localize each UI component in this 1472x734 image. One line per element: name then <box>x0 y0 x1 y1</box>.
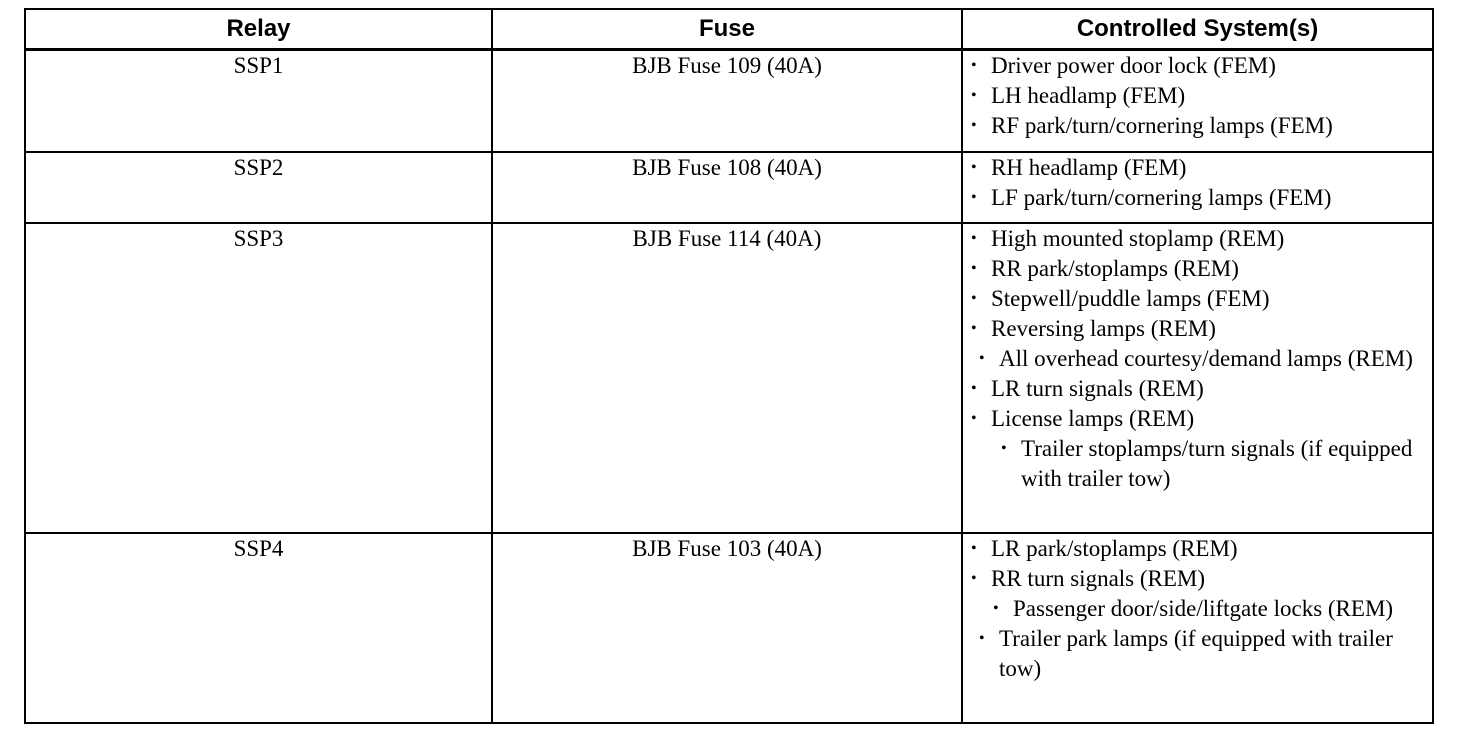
table-row <box>25 533 1433 723</box>
header-relay: Relay <box>25 9 492 50</box>
relay-cell: SSP1 <box>25 50 492 152</box>
list-item: • Trailer park lamps (if equipped with trailer tow) <box>979 625 1393 681</box>
relay-fuse-table <box>24 8 1434 724</box>
relay-cell: SSP3 <box>25 223 492 533</box>
list-item: • RR park/stoplamps (REM) <box>963 254 1432 284</box>
systems-cell <box>962 223 1433 533</box>
bullet-icon: • <box>979 349 985 367</box>
bullet-icon: • <box>971 87 977 104</box>
header-row <box>25 9 1433 50</box>
bullet-icon: • <box>971 289 977 307</box>
header-fuse: Fuse <box>492 9 962 50</box>
systems-cell <box>962 50 1433 152</box>
bullet-icon: • <box>971 319 977 337</box>
list-item: • Trailer stoplamps/turn signals (if equipped with trailer tow) <box>1001 435 1413 491</box>
list-item: • All overhead courtesy/demand lamps (REM) <box>963 344 1432 374</box>
fuse-cell: BJB Fuse 109 (40A) <box>492 50 962 152</box>
relay-cell: SSP4 <box>25 533 492 723</box>
list-item: • Passenger door/side/liftgate locks (REM) <box>963 594 1432 624</box>
bullet-icon: • <box>971 259 977 277</box>
list-item: • RR turn signals (REM) <box>963 564 1432 594</box>
list-item: • Reversing lamps (REM) <box>963 314 1432 344</box>
relay-cell: SSP2 <box>25 152 492 223</box>
header-controlled-systems: Controlled System(s) <box>962 9 1433 50</box>
list-item: • High mounted stoplamp (REM) <box>963 224 1432 254</box>
list-item: • License lamps (REM) <box>963 404 1432 434</box>
fuse-cell: BJB Fuse 114 (40A) <box>492 223 962 533</box>
bullet-icon: • <box>971 117 977 134</box>
bullet-icon: • <box>971 569 977 587</box>
systems-list <box>963 153 1432 213</box>
systems-list <box>963 534 1432 684</box>
systems-cell <box>962 533 1433 723</box>
list-item: • Stepwell/puddle lamps (FEM) <box>963 284 1432 314</box>
list-item: • RF park/turn/cornering lamps (FEM) <box>963 111 1432 141</box>
fuse-cell: BJB Fuse 108 (40A) <box>492 152 962 223</box>
list-item: • RH headlamp (FEM) <box>963 153 1432 183</box>
bullet-icon: • <box>971 57 977 74</box>
table-row <box>25 50 1433 152</box>
bullet-icon: • <box>971 409 977 427</box>
bullet-icon: • <box>979 629 985 647</box>
list-item: • LR turn signals (REM) <box>963 374 1432 404</box>
bullet-icon: • <box>971 188 977 206</box>
bullet-icon: • <box>971 158 977 176</box>
bullet-icon: • <box>971 229 977 247</box>
systems-list <box>963 224 1432 494</box>
systems-list <box>963 51 1432 141</box>
systems-cell <box>962 152 1433 223</box>
table-row <box>25 223 1433 533</box>
list-item: • LF park/turn/cornering lamps (FEM) <box>963 183 1432 213</box>
bullet-icon: • <box>971 539 977 557</box>
list-item: • Driver power door lock (FEM) <box>963 51 1432 81</box>
list-item: • LR park/stoplamps (REM) <box>963 534 1432 564</box>
bullet-icon: • <box>1001 439 1007 457</box>
list-item: • LH headlamp (FEM) <box>963 81 1432 111</box>
fuse-cell: BJB Fuse 103 (40A) <box>492 533 962 723</box>
bullet-icon: • <box>971 379 977 397</box>
bullet-icon: • <box>993 599 999 617</box>
table-row <box>25 152 1433 223</box>
